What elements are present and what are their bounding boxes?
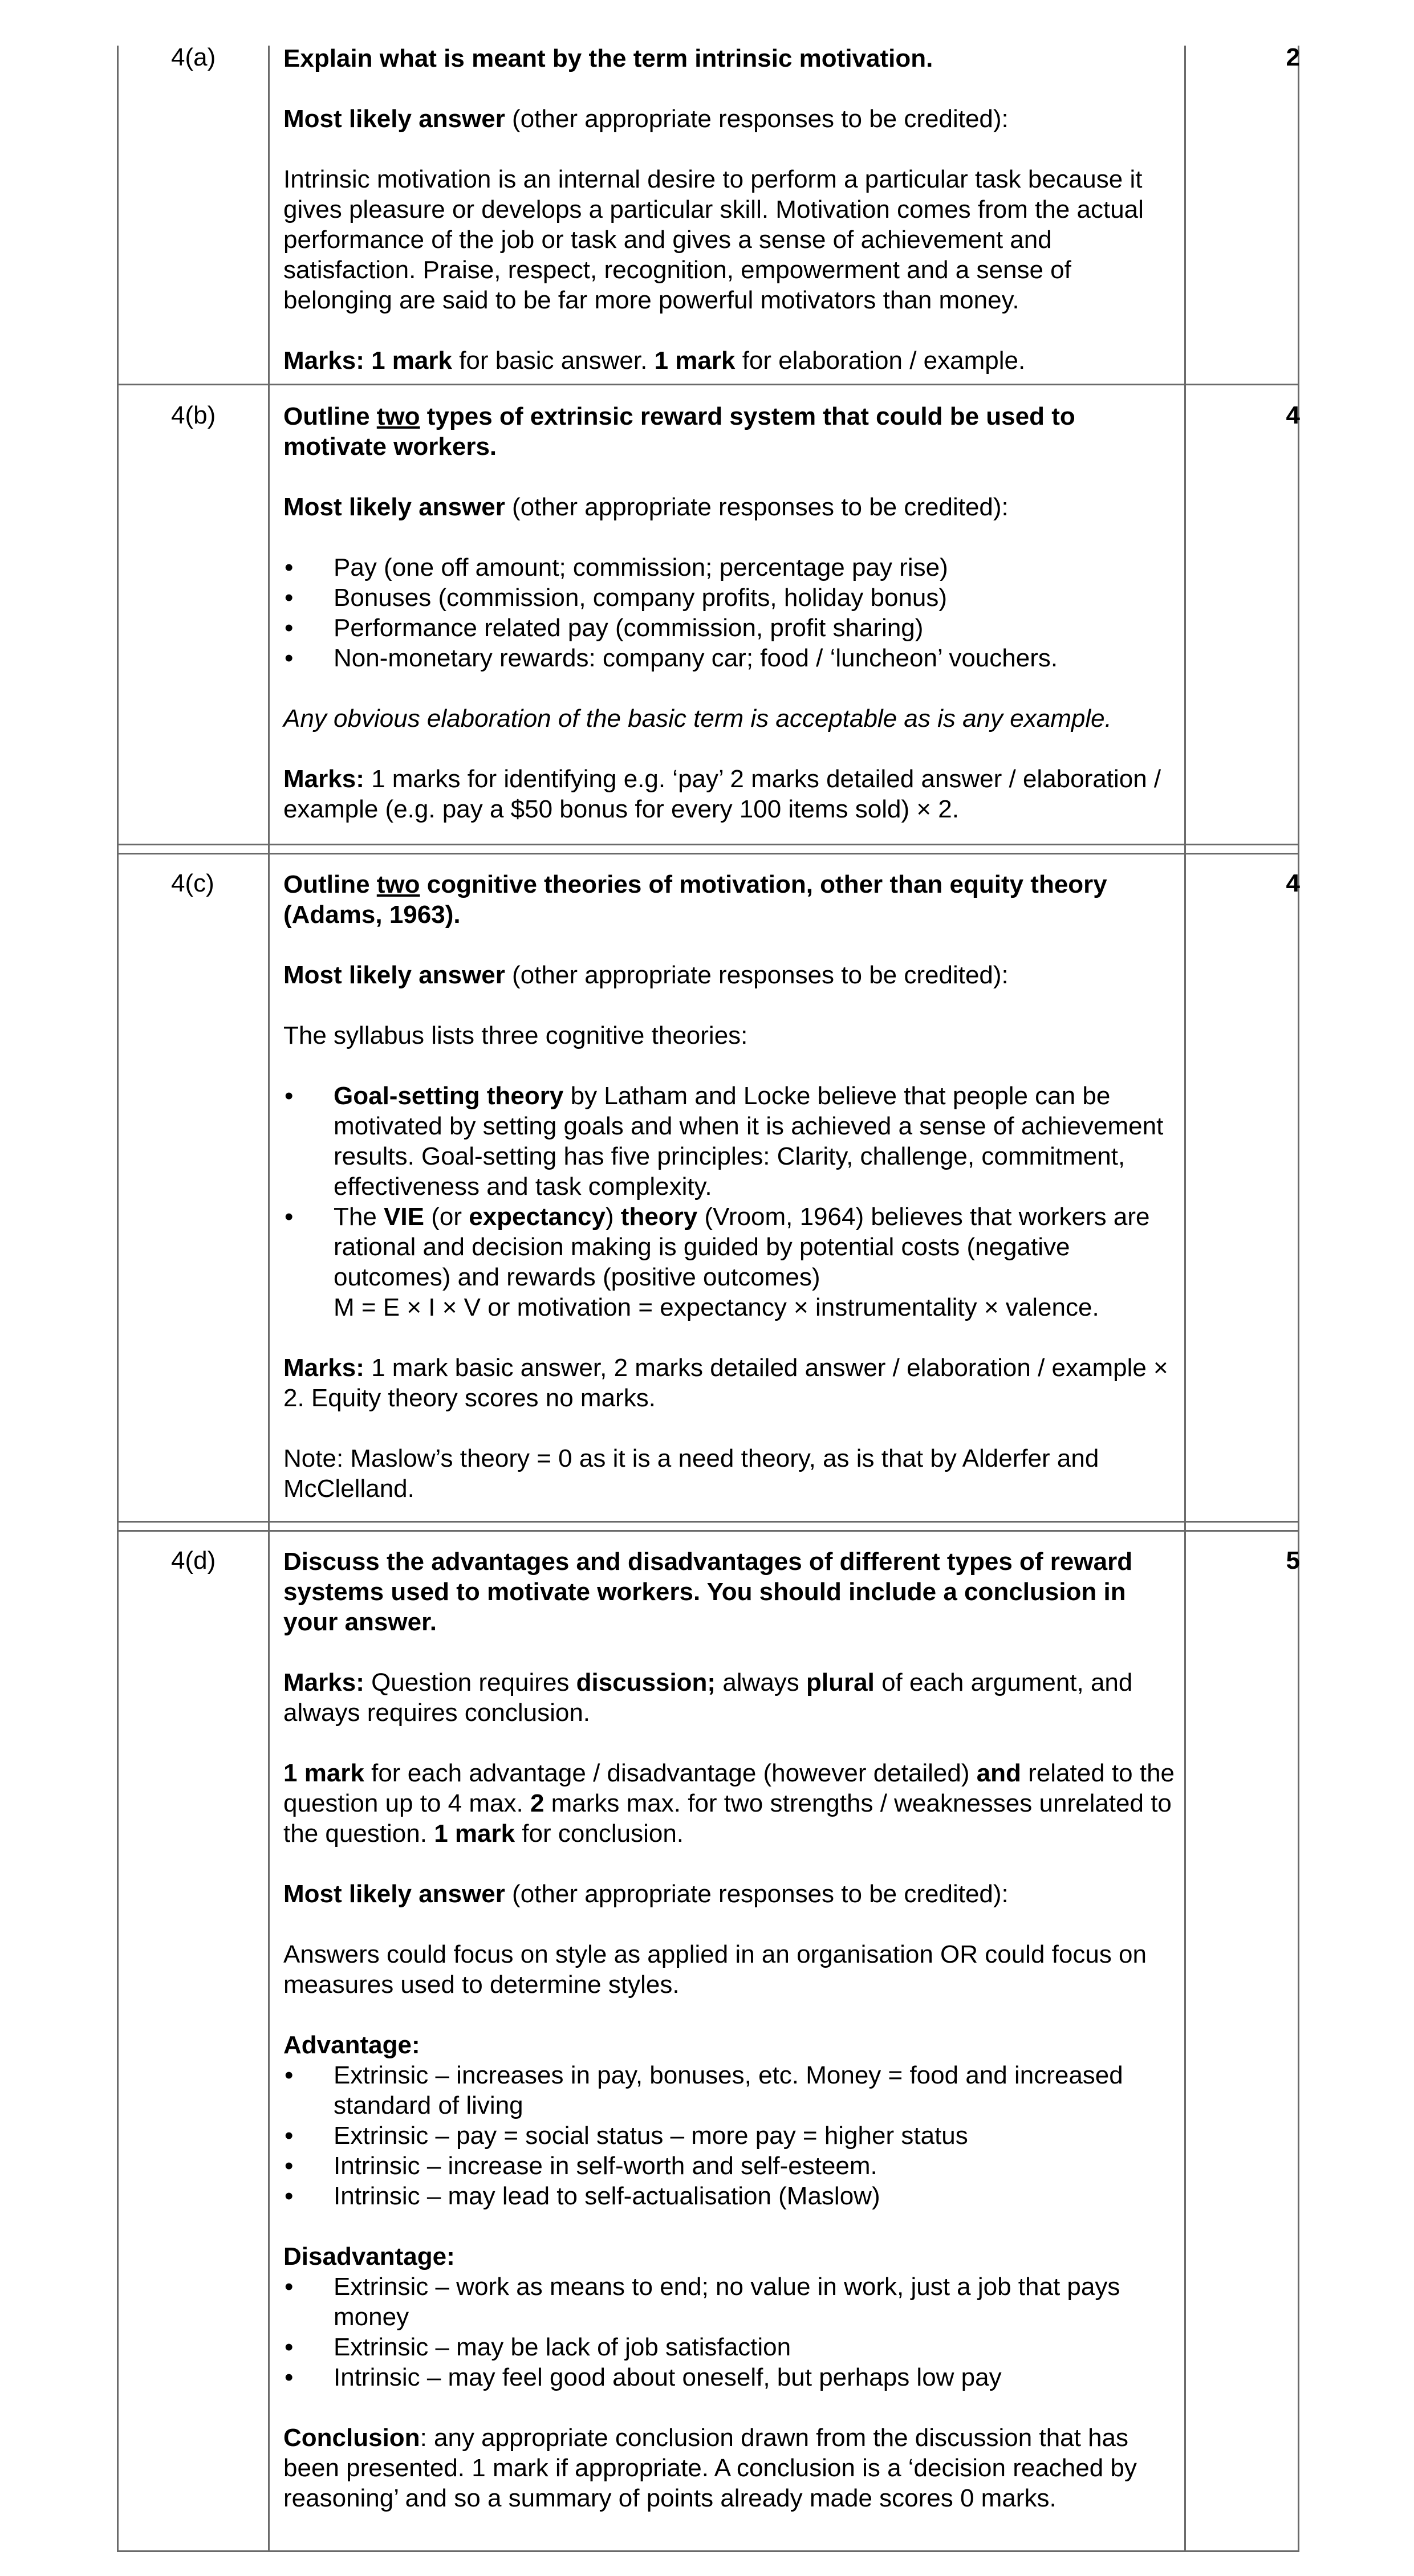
marks-guidance: Marks: 1 marks for identifying e.g. ‘pay’ 2 marks detailed answer / elaboration / example (e.g. pay a $50 bonus for every 100 items sold) × 2.: [283, 765, 1161, 823]
syllabus-intro: The syllabus lists three cognitive theories:: [283, 1022, 748, 1049]
likely-answer-line: Most likely answer (other appropriate responses to be credited):: [283, 493, 1009, 521]
list-item: • Extrinsic – pay = social status – more pay = higher status: [283, 2121, 1176, 2151]
table-column-divider-2: [1184, 46, 1186, 2552]
disadvantage-heading: Disadvantage:: [283, 2243, 455, 2270]
marks-guidance: Marks: 1 mark for basic answer. 1 mark for elaboration / example.: [283, 347, 1026, 375]
list-item: • Extrinsic – work as means to end; no value in work, just a job that pays money: [283, 2272, 1176, 2332]
question-marks: 4: [1286, 401, 1300, 429]
mark-allocation: 1 mark for each advantage / disadvantage (however detailed) and related to the question up to 4 max. 2 marks max. for two strengths / weaknesses unrelated to the question. 1 mark for conclusion.: [283, 1759, 1175, 1847]
list-item: • Bonuses (commission, company profits, holiday bonus): [283, 583, 1176, 613]
marks-requirements: Marks: Question requires discussion; always plural of each argument, and always requires conclusion.: [283, 1669, 1133, 1727]
list-item: • Intrinsic – increase in self-worth and self-esteem.: [283, 2151, 1176, 2181]
list-item: • Intrinsic – may lead to self-actualisation (Maslow): [283, 2181, 1176, 2211]
theory-bullet-list: [283, 1081, 1176, 1322]
likely-answer-line: Most likely answer (other appropriate responses to be credited):: [283, 961, 1009, 989]
question-marks: 5: [1286, 1547, 1300, 1574]
list-item: • The VIE (or expectancy) theory (Vroom, 1964) believes that workers are rational and decision making is guided by potential costs (negative outcomes) and rewards (positive outcomes) M = E × I × V or motivation = expectancy × instrumentality × valence.: [283, 1202, 1176, 1322]
elaboration-note: Any obvious elaboration of the basic term is acceptable as is any example.: [283, 705, 1112, 732]
focus-text: Answers could focus on style as applied in an organisation OR could focus on measures used to determine styles.: [283, 1940, 1147, 1999]
list-item: • Non-monetary rewards: company car; food / ‘luncheon’ vouchers.: [283, 643, 1176, 673]
conclusion-guidance: Conclusion: any appropriate conclusion drawn from the discussion that has been presented. 1 mark if appropriate. A conclusion is a ‘decision reached by reasoning’ and so a summary of points already made scores 0 marks.: [283, 2424, 1137, 2512]
question-text: Discuss the advantages and disadvantages of different types of reward systems used to motivate workers. You should include a conclusion in your answer.: [283, 1548, 1133, 1636]
list-item: • Goal-setting theory by Latham and Locke believe that people can be motivated by setting goals and when it is achieved a sense of achievement results. Goal-setting has five principles: Clarity, challenge, commitment, effectiveness and task complexity.: [283, 1081, 1176, 1202]
table-left-border: [117, 46, 119, 2552]
answer-cell-4d: [283, 1547, 1176, 2544]
question-text: Outline two types of extrinsic reward system that could be used to motivate workers.: [283, 402, 1075, 461]
question-marks: 2: [1286, 43, 1300, 71]
question-text: Explain what is meant by the term intrinsic motivation.: [283, 44, 933, 72]
vie-formula: M = E × I × V or motivation = expectancy × instrumentality × valence.: [334, 1293, 1099, 1321]
disadvantage-list: [283, 2272, 1176, 2392]
list-item: • Extrinsic – may be lack of job satisfaction: [283, 2332, 1176, 2362]
question-number: 4(c): [171, 869, 214, 897]
question-number: 4(b): [171, 401, 216, 429]
question-marks: 4: [1286, 869, 1300, 897]
answer-bullet-list: [283, 552, 1176, 673]
question-number: 4(a): [171, 43, 216, 71]
list-item: • Performance related pay (commission, profit sharing): [283, 613, 1176, 643]
marks-guidance: Marks: 1 mark basic answer, 2 marks detailed answer / elaboration / example × 2. Equity theory scores no marks.: [283, 1354, 1168, 1412]
table-bottom-border: [117, 2550, 1299, 2552]
advantage-list: [283, 2060, 1176, 2211]
answer-cell-4c: [283, 869, 1176, 1534]
advantage-heading: Advantage:: [283, 2031, 420, 2059]
table-column-divider-1: [268, 46, 270, 2552]
answer-cell-4a: [283, 43, 1176, 406]
list-item: • Extrinsic – increases in pay, bonuses, etc. Money = food and increased standard of living: [283, 2060, 1176, 2121]
maslow-note: Note: Maslow’s theory = 0 as it is a need theory, as is that by Alderfer and McClelland.: [283, 1444, 1099, 1503]
question-number: 4(d): [171, 1547, 216, 1574]
answer-cell-4b: [283, 401, 1176, 854]
list-item: • Pay (one off amount; commission; percentage pay rise): [283, 552, 1176, 583]
question-text: Outline two cognitive theories of motivation, other than equity theory (Adams, 1963).: [283, 870, 1107, 929]
answer-text: Intrinsic motivation is an internal desire to perform a particular task because it gives pleasure or develops a particular skill. Motivation comes from the actual performance of the job or task and gives a sense of achievement and satisfaction. Praise, respect, recognition, empowerment and a sense of belonging are said to be far more powerful motivators than money.: [283, 165, 1144, 314]
list-item: • Intrinsic – may feel good about oneself, but perhaps low pay: [283, 2362, 1176, 2392]
likely-answer-line: Most likely answer (other appropriate responses to be credited):: [283, 105, 1009, 133]
likely-answer-line: Most likely answer (other appropriate responses to be credited):: [283, 1880, 1009, 1908]
